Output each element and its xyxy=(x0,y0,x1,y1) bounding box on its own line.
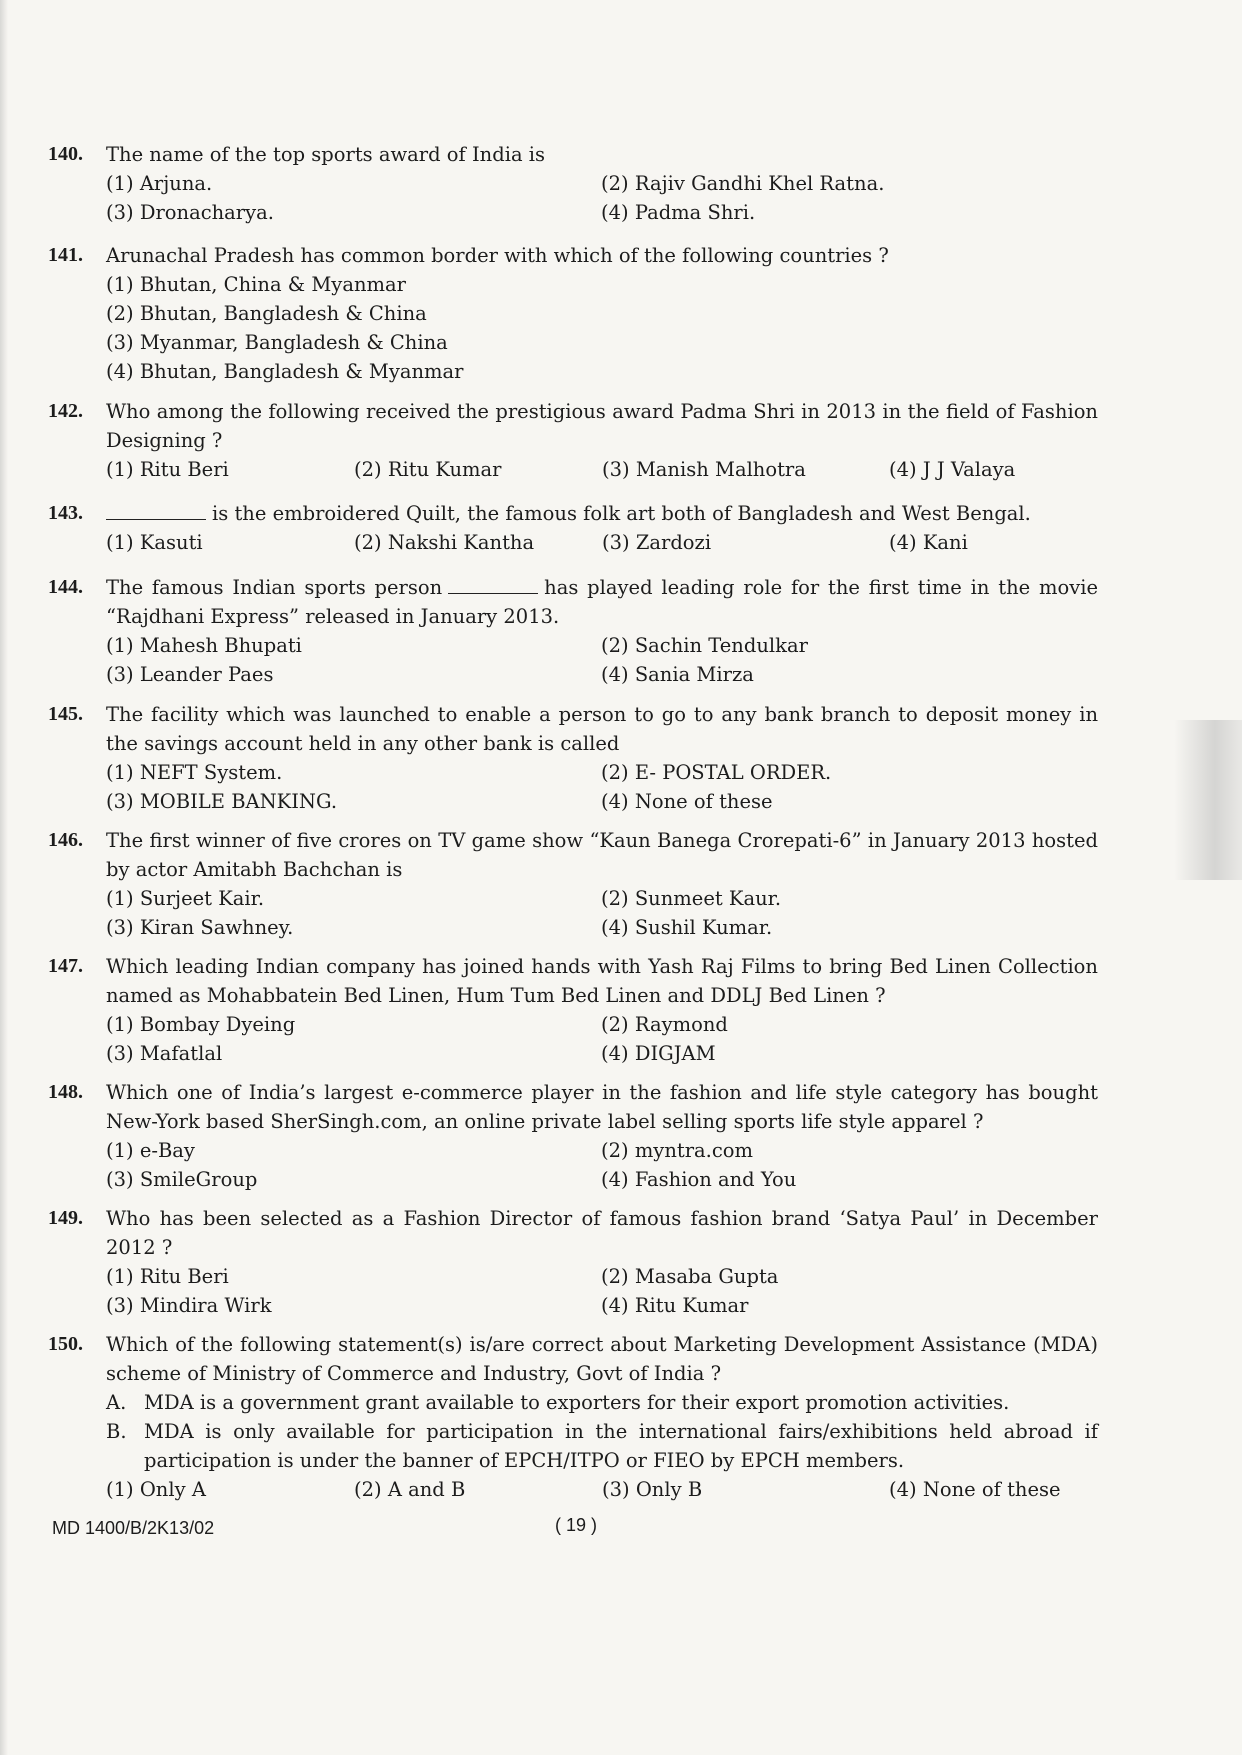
option-2: (2) myntra.com xyxy=(601,1139,754,1162)
statement-text: MDA is only available for participation in the international fairs/exhibitions held abroad if participation is under the banner of EPCH/ITPO or FIEO by EPCH members. xyxy=(144,1420,1098,1472)
option-3: (3) Kiran Sawhney. xyxy=(106,916,294,939)
option-3: (3) Manish Malhotra xyxy=(602,458,806,481)
booklet-code: MD 1400/B/2K13/02 xyxy=(52,1518,215,1538)
option-4: (4) Sushil Kumar. xyxy=(601,916,773,939)
options xyxy=(106,884,1098,942)
question-text: The facility which was launched to enable a person to go to any bank branch to deposit money in the savings account held in any other bank is called xyxy=(106,703,1098,755)
question-text-before: The famous Indian sports person xyxy=(106,576,443,599)
question-150 xyxy=(48,1330,1098,1504)
question-145 xyxy=(48,700,1098,816)
option-1: (1) Arjuna. xyxy=(106,172,213,195)
question-text: Which leading Indian company has joined hands with Yash Raj Films to bring Bed Linen Collection named as Mohabbatein Bed Linen, Hum Tum Bed Linen and DDLJ Bed Linen ? xyxy=(106,955,1098,1007)
option-3: (3) MOBILE BANKING. xyxy=(106,790,338,813)
question-text: Arunachal Pradesh has common border with which of the following countries ? xyxy=(106,244,889,267)
question-146 xyxy=(48,826,1098,942)
statement-b xyxy=(106,1417,1098,1475)
statement-label: B. xyxy=(106,1420,127,1443)
question-149 xyxy=(48,1204,1098,1320)
option-4: (4) J J Valaya xyxy=(889,458,1016,481)
option-4: (4) Ritu Kumar xyxy=(601,1294,749,1317)
option-3: (3) Only B xyxy=(602,1478,703,1501)
option-2: (2) A and B xyxy=(354,1478,466,1501)
options xyxy=(106,169,1098,227)
options xyxy=(106,1262,1098,1320)
option-4: (4) None of these xyxy=(889,1478,1061,1501)
option-3: (3) Mindira Wirk xyxy=(106,1294,272,1317)
option-3: (3) Zardozi xyxy=(602,531,712,554)
option-1: (1) Mahesh Bhupati xyxy=(106,634,302,657)
question-144 xyxy=(48,573,1098,689)
question-number: 150. xyxy=(48,1333,83,1355)
option-3: (3) Dronacharya. xyxy=(106,201,274,224)
question-number: 149. xyxy=(48,1207,83,1229)
option-3: (3) Mafatlal xyxy=(106,1042,223,1065)
option-3: (3) Myanmar, Bangladesh & China xyxy=(106,331,448,354)
option-1: (1) e-Bay xyxy=(106,1139,195,1162)
option-4: (4) Bhutan, Bangladesh & Myanmar xyxy=(106,360,464,383)
question-142 xyxy=(48,397,1098,484)
question-text: Which one of India’s largest e-commerce player in the fashion and life style category has bought New-York based SherSingh.com, an online private label selling sports life style apparel ? xyxy=(106,1081,1098,1133)
question-number: 142. xyxy=(48,400,83,422)
option-2: (2) Nakshi Kantha xyxy=(354,531,535,554)
question-141 xyxy=(48,241,1098,386)
fill-in-blank xyxy=(448,575,538,594)
question-number: 140. xyxy=(48,143,83,165)
option-1: (1) Ritu Beri xyxy=(106,458,229,481)
question-text: is the embroidered Quilt, the famous folk art both of Bangladesh and West Bengal. xyxy=(212,502,1031,525)
question-number: 141. xyxy=(48,244,83,266)
option-2: (2) Masaba Gupta xyxy=(601,1265,779,1288)
option-4: (4) Fashion and You xyxy=(601,1168,797,1191)
question-text-after: has played leading role for the first time in the movie “Rajdhani Express” released in January 2013. xyxy=(106,576,1099,628)
question-number: 146. xyxy=(48,829,83,851)
option-1: (1) Surjeet Kair. xyxy=(106,887,265,910)
option-1: (1) NEFT System. xyxy=(106,761,283,784)
option-2: (2) E- POSTAL ORDER. xyxy=(601,761,832,784)
option-1: (1) Ritu Beri xyxy=(106,1265,229,1288)
scan-edge-shadow xyxy=(0,0,8,1755)
options xyxy=(106,1136,1098,1194)
question-number: 148. xyxy=(48,1081,83,1103)
statement-text: MDA is a government grant available to exporters for their export promotion activities. xyxy=(144,1391,1010,1414)
option-4: (4) None of these xyxy=(601,790,773,813)
question-147 xyxy=(48,952,1098,1068)
option-3: (3) SmileGroup xyxy=(106,1168,258,1191)
statement-label: A. xyxy=(106,1391,127,1414)
options xyxy=(106,270,1098,386)
question-number: 147. xyxy=(48,955,83,977)
option-4: (4) DIGJAM xyxy=(601,1042,716,1065)
option-1: (1) Bombay Dyeing xyxy=(106,1013,296,1036)
option-1: (1) Only A xyxy=(106,1478,206,1501)
question-text: The first winner of five crores on TV game show “Kaun Banega Crorepati-6” in January 2013 hosted by actor Amitabh Bachchan is xyxy=(106,829,1098,881)
question-140 xyxy=(48,140,1098,227)
scan-bleed-through xyxy=(1174,720,1242,880)
statement-a xyxy=(106,1388,1098,1417)
option-4: (4) Sania Mirza xyxy=(601,663,754,686)
options xyxy=(106,1010,1098,1068)
question-number: 143. xyxy=(48,502,83,524)
option-2: (2) Sunmeet Kaur. xyxy=(601,887,782,910)
page-number: ( 19 ) xyxy=(555,1515,598,1535)
question-text: Who among the following received the prestigious award Padma Shri in 2013 in the field of Fashion Designing ? xyxy=(106,400,1098,452)
question-number: 145. xyxy=(48,703,83,725)
option-2: (2) Ritu Kumar xyxy=(354,458,502,481)
option-4: (4) Padma Shri. xyxy=(601,201,756,224)
question-text: The name of the top sports award of India is xyxy=(106,143,546,166)
option-2: (2) Rajiv Gandhi Khel Ratna. xyxy=(601,172,885,195)
option-2: (2) Sachin Tendulkar xyxy=(601,634,808,657)
option-1: (1) Kasuti xyxy=(106,531,203,554)
options xyxy=(106,631,1098,689)
option-2: (2) Bhutan, Bangladesh & China xyxy=(106,302,427,325)
options xyxy=(106,528,1098,557)
question-148 xyxy=(48,1078,1098,1194)
option-1: (1) Bhutan, China & Myanmar xyxy=(106,273,406,296)
options xyxy=(106,1475,1098,1504)
option-2: (2) Raymond xyxy=(601,1013,728,1036)
question-text: Which of the following statement(s) is/are correct about Marketing Development Assistance (MDA) scheme of Ministry of Commerce and Industry, Govt of India ? xyxy=(106,1333,1098,1385)
options xyxy=(106,455,1098,484)
option-4: (4) Kani xyxy=(889,531,968,554)
option-3: (3) Leander Paes xyxy=(106,663,274,686)
question-number: 144. xyxy=(48,576,83,598)
question-143 xyxy=(48,499,1098,557)
fill-in-blank xyxy=(106,501,206,520)
question-text: Who has been selected as a Fashion Director of famous fashion brand ‘Satya Paul’ in December 2012 ? xyxy=(106,1207,1098,1259)
options xyxy=(106,758,1098,816)
